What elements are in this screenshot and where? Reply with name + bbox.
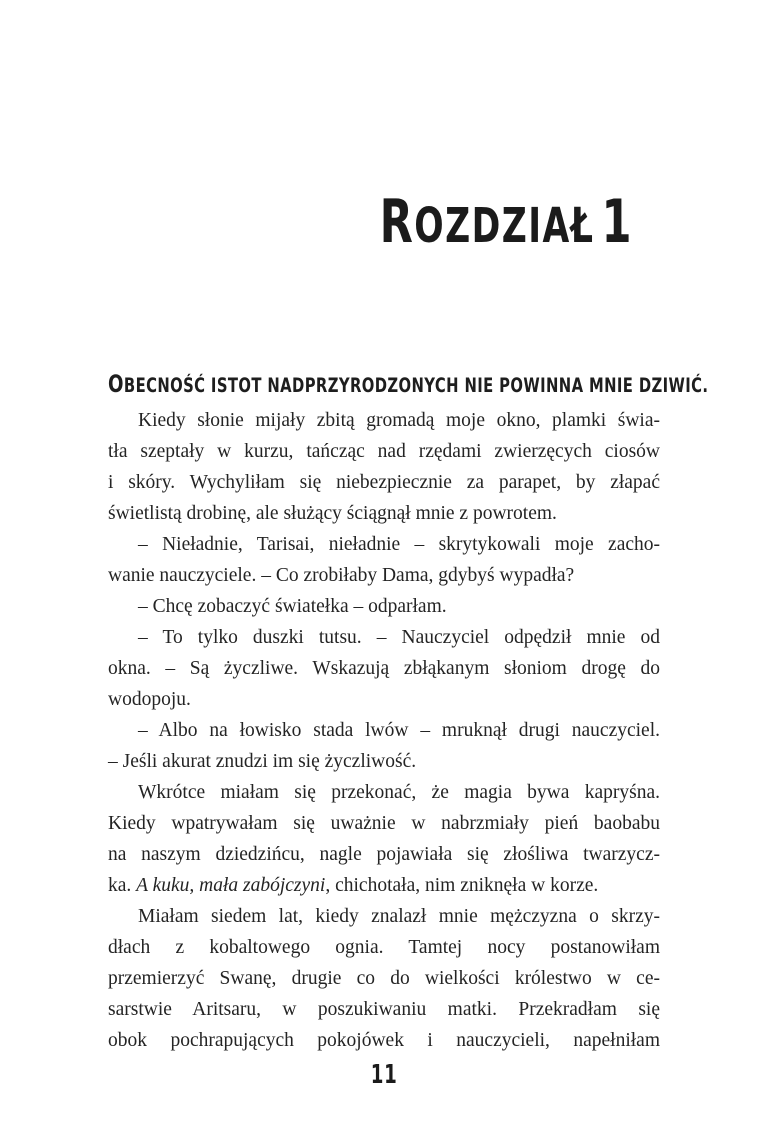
text-line: – Chcę zobaczyć światełka – odparłam.: [138, 596, 447, 617]
text-line: Kiedy słonie mijały zbitą gromadą moje okno, plamki świa-: [138, 410, 660, 431]
text-line: sarstwie Aritsaru, w poszukiwaniu matki. Przekradłam się: [108, 999, 660, 1020]
text-line: wodopoju.: [108, 689, 191, 710]
text-line: tła szeptały w kurzu, tańcząc nad rzędami zwierzęcych ciosów: [108, 441, 660, 462]
text-line: okna. – Są życzliwe. Wskazują zbłąkanym słoniom drogę do: [108, 658, 660, 679]
chapter-title: [281, 187, 633, 257]
text-line: dłach z kobaltowego ognia. Tamtej nocy postanowiłam: [108, 937, 660, 958]
text-line: świetlistą drobinę, ale służący ściągnął mnie z powrotem.: [108, 503, 557, 524]
paragraph: [108, 529, 660, 591]
lead-in-initial: O: [108, 370, 124, 398]
body-text: [108, 405, 660, 1056]
text-line: przemierzyć Swanę, drugie co do wielkości królestwo w ce-: [108, 968, 660, 989]
page-number-text: 11: [370, 1060, 398, 1090]
text-line: na naszym dziedzińcu, nagle pojawiała się złośliwa twarzycz-: [108, 844, 660, 865]
text-line: Kiedy wpatrywałam się uważnie w nabrzmiały pień baobabu: [108, 813, 660, 834]
paragraph: [108, 622, 660, 715]
paragraph: [108, 901, 660, 1056]
chapter-title-text: [379, 187, 633, 257]
italic-phrase: A kuku, mała zabójczyni: [136, 875, 326, 896]
text-line: wanie nauczyciele. – Co zrobiłaby Dama, gdybyś wypadła?: [108, 565, 575, 586]
lead-in-rest: BECNOŚĆ ISTOT NADPRZYRODZONYCH NIE POWINNA MNIE DZIWIĆ.: [123, 374, 709, 397]
text-line: [108, 870, 660, 901]
text-line: – Jeśli akurat znudzi im się życzliwość.: [108, 751, 417, 772]
chapter-title-initial: R: [379, 187, 415, 257]
text-line: i skóry. Wychyliłam się niebezpiecznie za parapet, by złapać: [108, 472, 660, 493]
text-segment: , chichotała, nim zniknęła w korze.: [325, 875, 599, 896]
text-line: Wkrótce miałam się przekonać, że magia bywa kapryśna.: [138, 782, 660, 803]
chapter-lead-in-text: [108, 372, 708, 396]
chapter-title-rest: OZDZIAŁ: [414, 198, 595, 254]
page-number: [108, 1062, 660, 1088]
paragraph: [108, 777, 660, 901]
text-line: – Albo na łowisko stada lwów – mruknął drugi nauczyciel.: [138, 720, 660, 741]
chapter-number: 1: [601, 187, 633, 257]
text-line: – Nieładnie, Tarisai, nieładnie – skrytykowali moje zacho-: [138, 534, 660, 555]
text-line: Miałam siedem lat, kiedy znalazł mnie mężczyzna o skrzy-: [138, 906, 660, 927]
text-segment: ka.: [108, 875, 137, 896]
text-line: – To tylko duszki tutsu. – Nauczyciel odpędził mnie od: [138, 627, 660, 648]
paragraph: [108, 405, 660, 529]
text-line: obok pochrapujących pokojówek i nauczycieli, napełniłam: [108, 1030, 660, 1051]
paragraph: [108, 715, 660, 777]
chapter-lead-in: [108, 372, 760, 396]
paragraph: [108, 591, 660, 622]
